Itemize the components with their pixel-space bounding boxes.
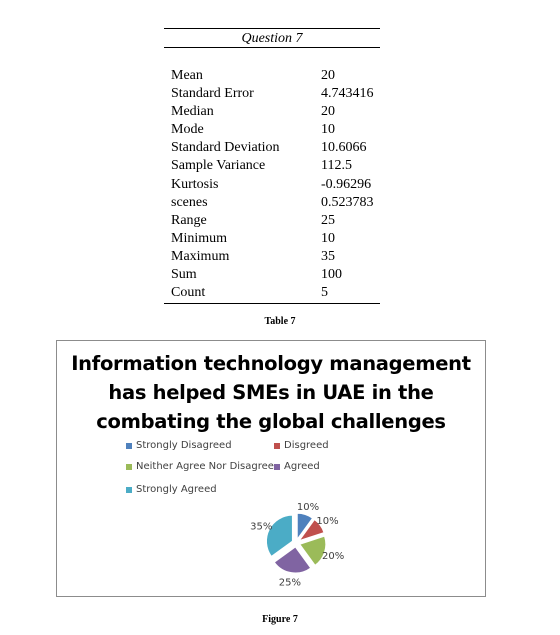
pie-slice-label: 35% (250, 521, 273, 533)
stat-value: 20 (321, 68, 335, 83)
table-row (164, 157, 380, 175)
stat-label: Count (171, 285, 206, 301)
stat-value: 10 (321, 122, 335, 138)
table-body (164, 48, 380, 303)
legend-label: Disgreed (284, 440, 329, 451)
pie-slice-label: 10% (296, 501, 320, 513)
pie-chart (57, 341, 485, 596)
chart-title-line: Information technology management (71, 352, 471, 375)
stat-value: 10 (321, 230, 335, 246)
stat-label: Maximum (171, 248, 230, 264)
stat-label: scenes (171, 194, 208, 210)
legend-label: Agreed (284, 461, 320, 472)
stat-label: Range (171, 212, 207, 228)
table-row (164, 194, 380, 212)
stat-label: Minimum (171, 230, 228, 246)
stat-label: Mode (171, 122, 204, 138)
pie-slice-label: 25% (278, 577, 302, 589)
stat-value: 20 (321, 104, 335, 120)
table-caption: Table 7 (264, 316, 296, 327)
stat-value: 10.6066 (321, 140, 367, 156)
stat-value: 35 (321, 248, 335, 264)
table-row (164, 176, 380, 194)
stat-value: 5 (321, 285, 328, 301)
stat-value: 4.743416 (321, 86, 374, 102)
chart-frame (56, 340, 486, 597)
stat-label: Sum (171, 267, 197, 283)
stat-label: Sample Variance (171, 158, 266, 174)
table-row (164, 248, 380, 266)
pie-slice-label: 10% (316, 516, 339, 528)
table-row (164, 85, 380, 103)
table-row (164, 121, 380, 139)
stat-label: Kurtosis (171, 176, 219, 192)
legend-label: Strongly Agreed (136, 484, 217, 495)
table-row (164, 230, 380, 248)
legend-label: Strongly Disagreed (136, 440, 232, 451)
stat-value: 112.5 (321, 158, 352, 174)
chart-title-line: combating the global challenges (96, 410, 446, 433)
stat-value: 100 (321, 267, 342, 283)
stat-value: 25 (321, 212, 335, 228)
figure-caption: Figure 7 (262, 614, 298, 625)
table-row (164, 284, 380, 302)
stat-value: -0.96296 (321, 176, 372, 192)
stat-value: 0.523783 (321, 194, 374, 210)
table-row (164, 139, 380, 157)
stats-table (164, 28, 380, 304)
chart-title-line: has helped SMEs in UAE in the (108, 381, 434, 404)
table-row (164, 103, 380, 121)
table-row (164, 266, 380, 284)
table-header: Question 7 (164, 29, 380, 48)
table-row (164, 212, 380, 230)
stat-label: Median (171, 104, 214, 120)
pie-slice-label: 20% (321, 551, 345, 563)
stat-label: Standard Deviation (171, 140, 280, 156)
stat-label: Standard Error (171, 86, 254, 102)
stat-label: Mean (171, 68, 203, 83)
legend-label: Neither Agree Nor Disagree (136, 461, 274, 472)
table-row (164, 67, 380, 85)
